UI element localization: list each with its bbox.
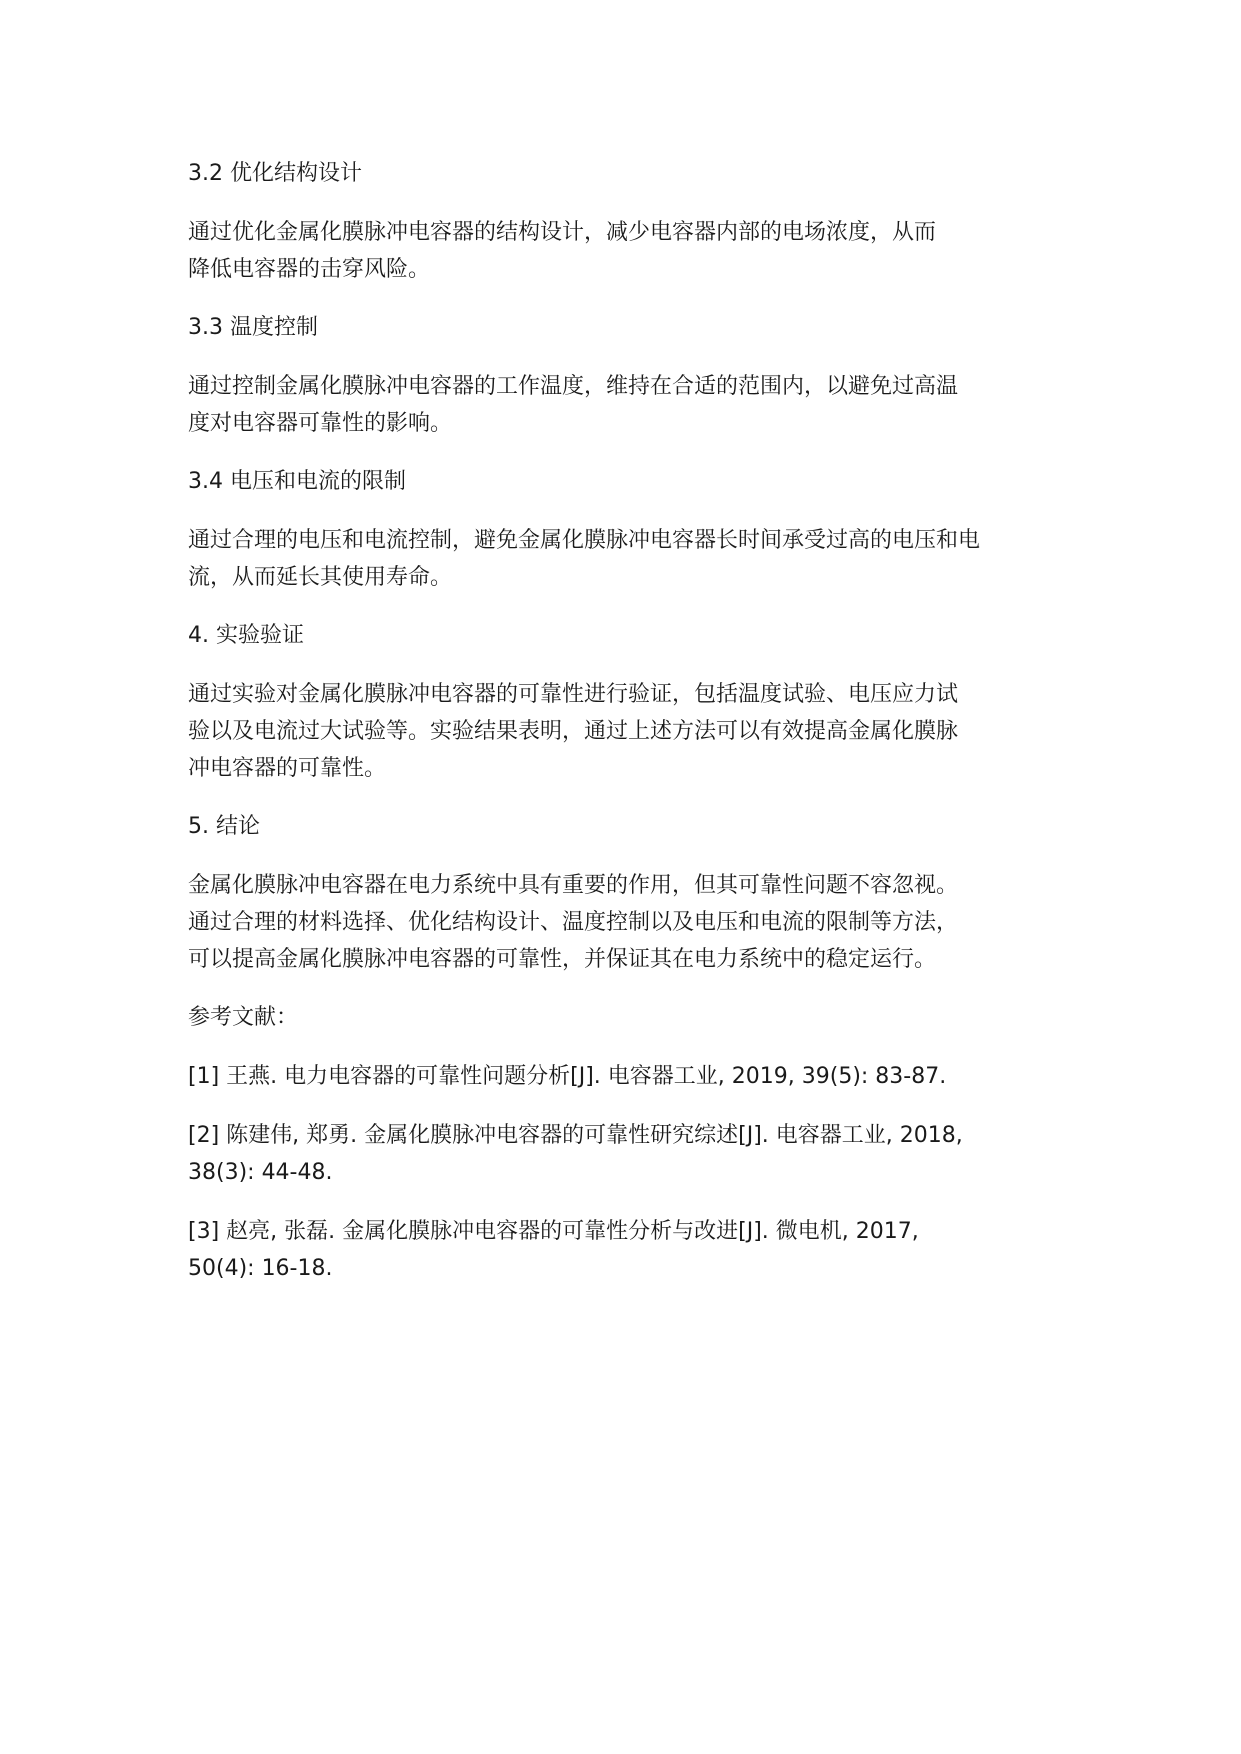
section-heading-3-3: 3.3 温度控制 (188, 315, 318, 340)
section-heading-5: 5. 结论 (188, 814, 260, 839)
section-paragraph-5: 金属化膜脉冲电容器在电力系统中具有重要的作用，但其可靠性问题不容忽视。通过合理的材料选择、优化结构设计、温度控制以及电压和电流的限制等方法，可以提高金属化膜脉冲电容器的可靠性，并保证其在电力系统中的稳定运行。 (188, 873, 959, 972)
section-heading-3-2: 3.2 优化结构设计 (188, 161, 362, 186)
section-heading-4: 4. 实验验证 (188, 623, 304, 648)
reference-item-3: [3] 赵亮, 张磊. 金属化膜脉冲电容器的可靠性分析与改进[J]. 微电机, 2017, 50(4): 16-18. (188, 1219, 919, 1281)
document-body (188, 156, 1088, 1309)
reference-item-1: [1] 王燕. 电力电容器的可靠性问题分析[J]. 电容器工业, 2019, 39(5): 83-87. (188, 1064, 947, 1089)
section-heading-3-4: 3.4 电压和电流的限制 (188, 469, 406, 494)
section-paragraph-3-3: 通过控制金属化膜脉冲电容器的工作温度，维持在合适的范围内，以避免过高温度对电容器可靠性的影响。 (188, 374, 959, 436)
section-paragraph-4: 通过实验对金属化膜脉冲电容器的可靠性进行验证，包括温度试验、电压应力试验以及电流过大试验等。实验结果表明，通过上述方法可以有效提高金属化膜脉冲电容器的可靠性。 (188, 682, 959, 781)
section-paragraph-3-2: 通过优化金属化膜脉冲电容器的结构设计，减少电容器内部的电场浓度，从而降低电容器的击穿风险。 (188, 220, 937, 282)
section-paragraph-3-4: 通过合理的电压和电流控制，避免金属化膜脉冲电容器长时间承受过高的电压和电流，从而延长其使用寿命。 (188, 528, 981, 590)
references-label: 参考文献： (188, 1005, 299, 1030)
reference-item-2: [2] 陈建伟, 郑勇. 金属化膜脉冲电容器的可靠性研究综述[J]. 电容器工业, 2018, 38(3): 44-48. (188, 1123, 963, 1185)
